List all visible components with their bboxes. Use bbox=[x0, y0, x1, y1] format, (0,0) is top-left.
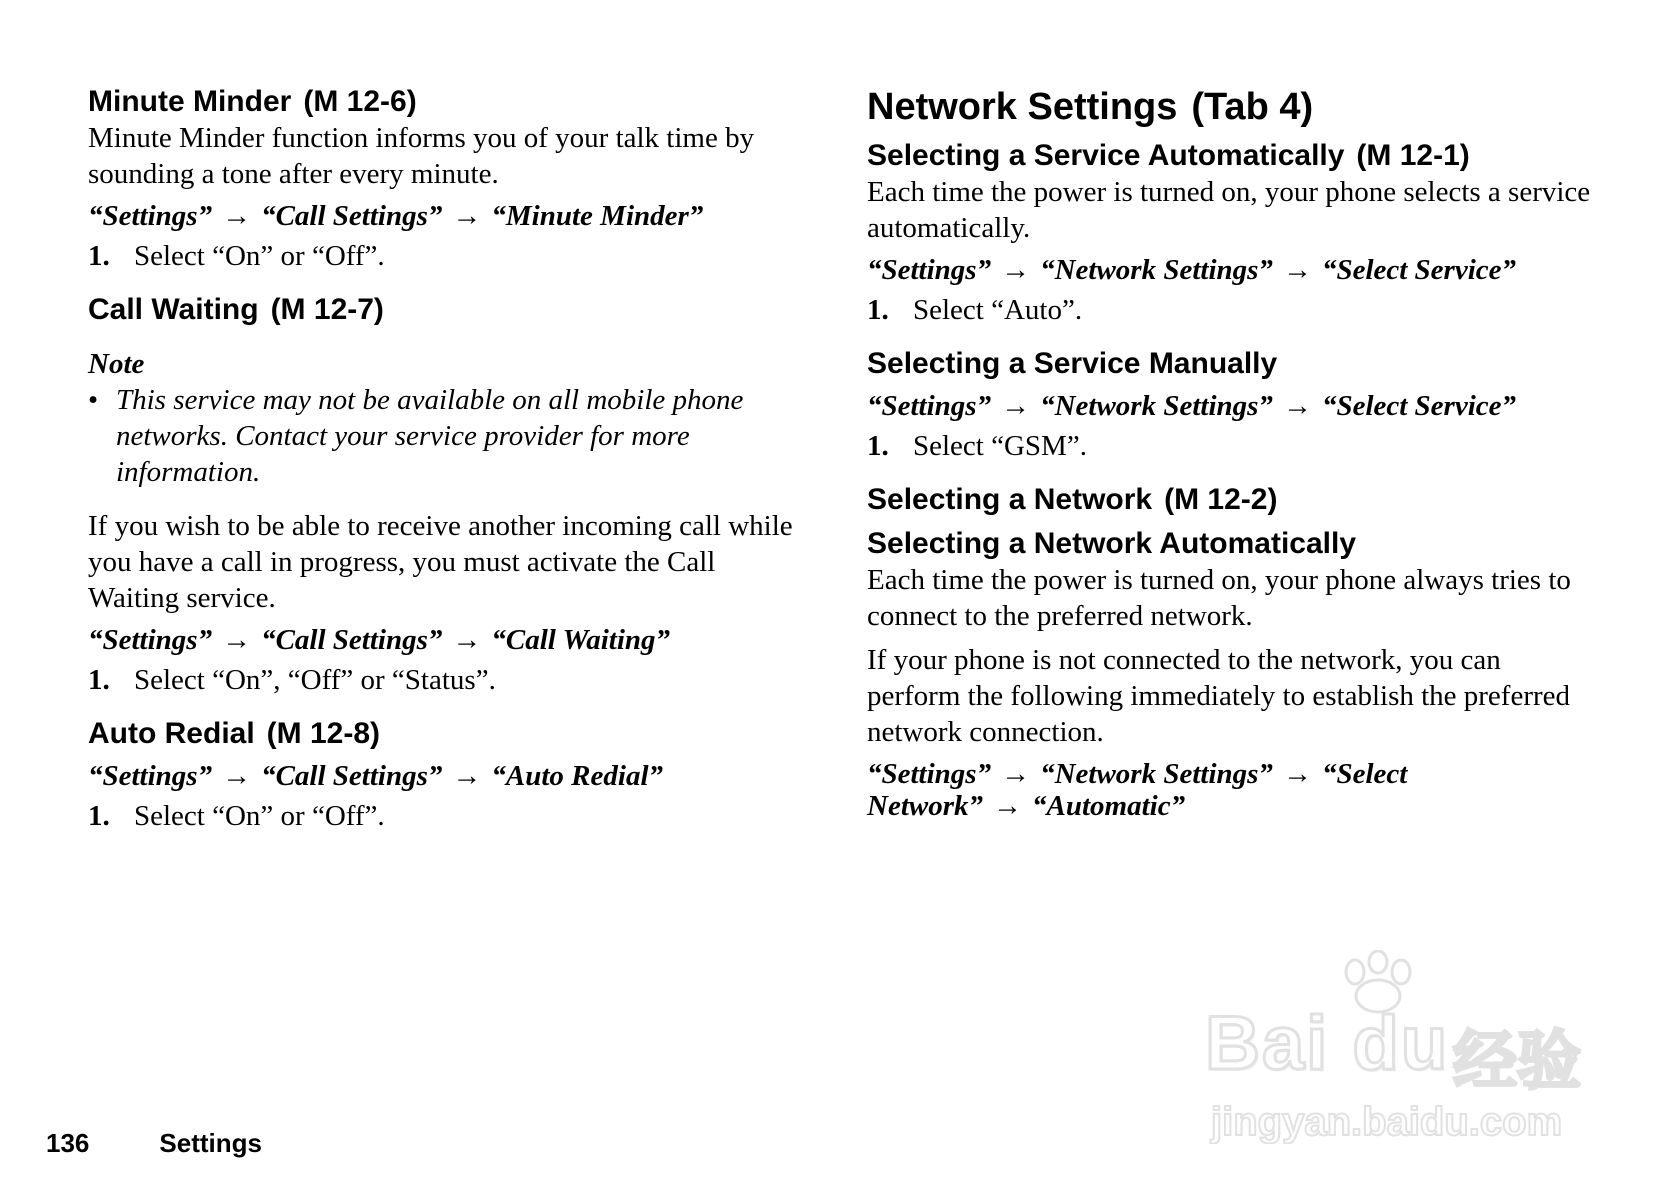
auto-redial-heading bbox=[88, 716, 808, 752]
call-waiting-heading bbox=[88, 292, 808, 328]
bullet-icon: • bbox=[88, 384, 99, 416]
arrow-icon: → bbox=[222, 624, 252, 656]
minute-minder-heading bbox=[88, 84, 808, 120]
minute-minder-step bbox=[88, 238, 808, 274]
step-text: Select “GSM”. bbox=[913, 430, 1087, 462]
heading-title: Call Waiting bbox=[88, 293, 259, 326]
network-select-heading bbox=[867, 482, 1597, 518]
step-text: Select “On” or “Off”. bbox=[134, 240, 385, 272]
step-number: 1. bbox=[88, 240, 110, 272]
call-waiting-step bbox=[88, 662, 808, 698]
arrow-icon: → bbox=[1282, 390, 1312, 422]
step-number: 1. bbox=[867, 294, 889, 326]
service-manual-menu-path: “Settings” → “Network Settings” → “Select Service” bbox=[867, 390, 1517, 422]
network-auto-heading: Selecting a Network Automatically bbox=[867, 527, 1357, 560]
network-auto-description-2: If your phone is not connected to the network, you can perform the following immediately to establish the preferred network connection. bbox=[867, 644, 1571, 748]
left-column bbox=[88, 84, 808, 834]
arrow-icon: → bbox=[222, 760, 252, 792]
arrow-icon: → bbox=[1282, 758, 1312, 790]
note-text: This service may not be available on all mobile phone networks. Contact your service provider for more information. bbox=[116, 384, 744, 488]
section-name: Settings bbox=[159, 1128, 262, 1158]
auto-redial-step bbox=[88, 798, 808, 834]
note-bullet bbox=[88, 382, 808, 490]
right-column bbox=[867, 84, 1597, 828]
service-manual-heading: Selecting a Service Manually bbox=[867, 347, 1278, 380]
page-number: 136 bbox=[46, 1128, 90, 1158]
arrow-icon: → bbox=[1001, 390, 1031, 422]
watermark-url: jingyan.baidu.com bbox=[1211, 1100, 1563, 1144]
service-auto-step bbox=[867, 292, 1597, 328]
step-number: 1. bbox=[88, 664, 110, 696]
arrow-icon: → bbox=[993, 790, 1022, 822]
step-text: Select “On” or “Off”. bbox=[134, 800, 385, 832]
network-auto-description-1: Each time the power is turned on, your phone always tries to connect to the preferred network. bbox=[867, 564, 1571, 632]
auto-redial-menu-path: “Settings” → “Call Settings” → “Auto Redial” bbox=[88, 760, 663, 792]
heading-title: Selecting a Network bbox=[867, 483, 1153, 516]
arrow-icon: → bbox=[1001, 254, 1031, 286]
network-auto-menu-path: “Settings” → “Network Settings” → “Select Network” → “Automatic” bbox=[867, 758, 1408, 822]
step-number: 1. bbox=[867, 430, 889, 462]
call-waiting-description: If you wish to be able to receive another incoming call while you have a call in progress, you must activate the Call Waiting service. bbox=[88, 510, 793, 614]
menu-code: (M 12-7) bbox=[270, 293, 384, 326]
service-manual-step bbox=[867, 428, 1597, 464]
arrow-icon: → bbox=[1282, 254, 1312, 286]
page-footer bbox=[46, 1128, 262, 1159]
step-number: 1. bbox=[88, 800, 110, 832]
step-text: Select “On”, “Off” or “Status”. bbox=[134, 664, 496, 696]
menu-code: (M 12-6) bbox=[303, 85, 417, 118]
menu-code: (M 12-1) bbox=[1356, 139, 1470, 172]
step-text: Select “Auto”. bbox=[913, 294, 1083, 326]
heading-title: Selecting a Service Automatically bbox=[867, 139, 1345, 172]
heading-title: Auto Redial bbox=[88, 717, 255, 750]
arrow-icon: → bbox=[452, 760, 482, 792]
menu-code: (M 12-8) bbox=[266, 717, 381, 750]
arrow-icon: → bbox=[1001, 758, 1031, 790]
minute-minder-menu-path: “Settings” → “Call Settings” → “Minute Minder” bbox=[88, 200, 704, 232]
network-settings-heading bbox=[867, 84, 1597, 130]
arrow-icon: → bbox=[452, 624, 482, 656]
baidu-watermark bbox=[1205, 950, 1605, 1150]
watermark-chinese: 经验 bbox=[1453, 1025, 1581, 1099]
service-auto-menu-path: “Settings” → “Network Settings” → “Select Service” bbox=[867, 254, 1517, 286]
call-waiting-menu-path: “Settings” → “Call Settings” → “Call Waiting” bbox=[88, 624, 671, 656]
service-auto-description: Each time the power is turned on, your phone selects a service automatically. bbox=[867, 176, 1591, 244]
service-auto-heading bbox=[867, 138, 1597, 174]
tab-code: (Tab 4) bbox=[1191, 86, 1314, 128]
arrow-icon: → bbox=[222, 200, 252, 232]
arrow-icon: → bbox=[452, 200, 482, 232]
menu-code: (M 12-2) bbox=[1164, 483, 1278, 516]
note-title: Note bbox=[88, 348, 145, 380]
watermark-brand: Bai du bbox=[1205, 1001, 1450, 1086]
minute-minder-description: Minute Minder function informs you of your talk time by sounding a tone after every minute. bbox=[88, 122, 755, 190]
heading-title: Minute Minder bbox=[88, 85, 292, 118]
heading-title: Network Settings bbox=[867, 86, 1178, 128]
